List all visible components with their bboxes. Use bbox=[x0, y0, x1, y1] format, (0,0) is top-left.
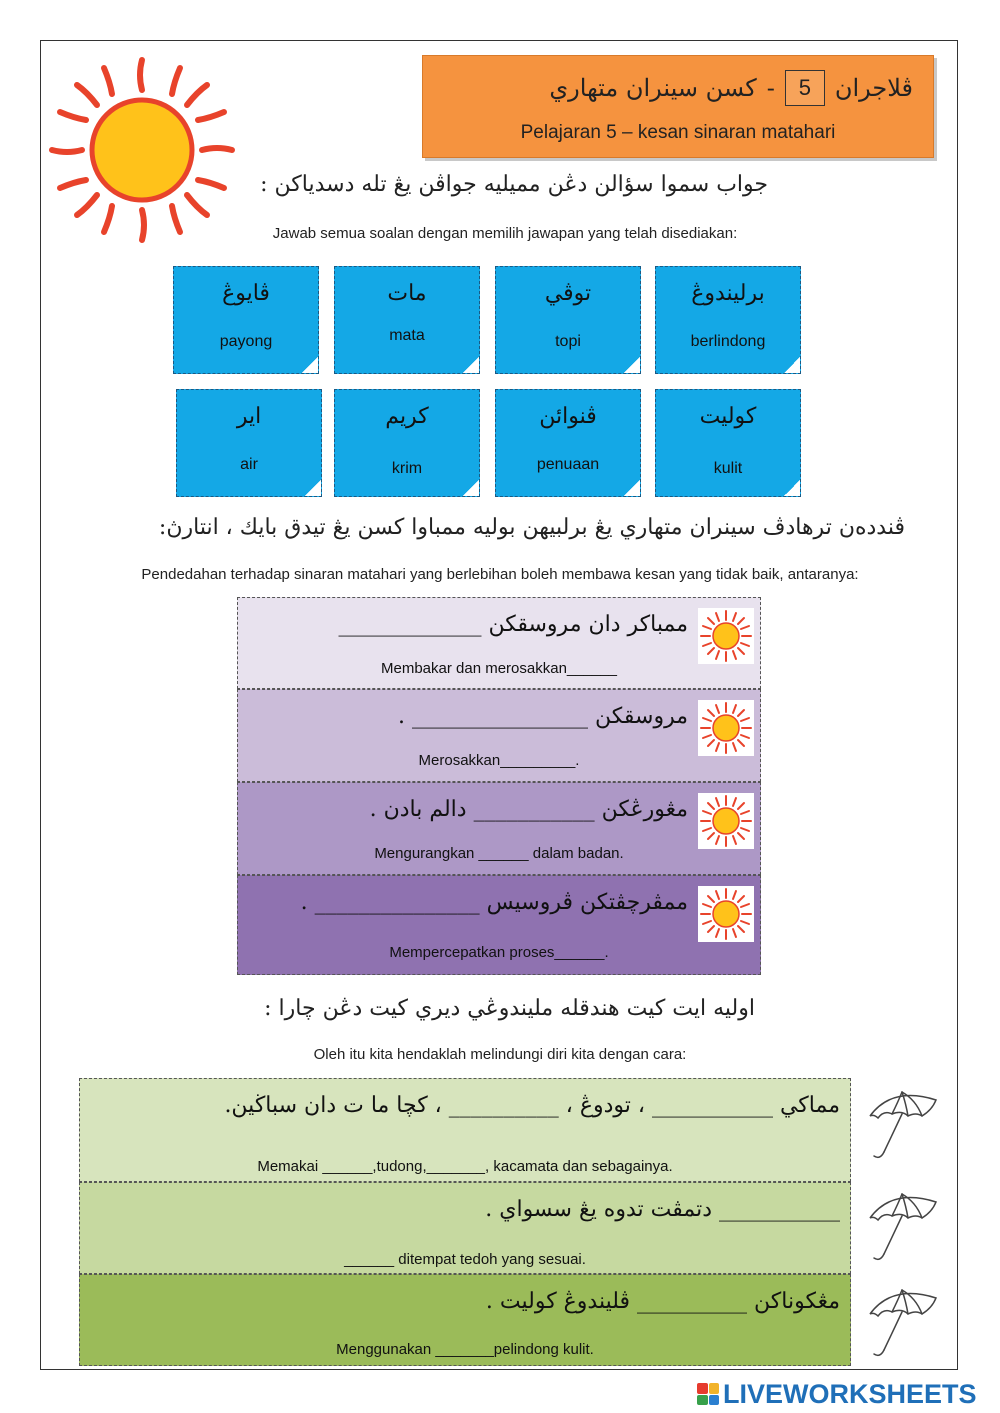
answer-card-rumi: krim bbox=[391, 460, 423, 477]
answer-card-rumi: kulit bbox=[713, 460, 743, 477]
effect-rumi: Membakar dan merosakkan______ bbox=[381, 660, 617, 677]
answer-card-rumi: payong bbox=[219, 333, 273, 350]
protection-jawi: مڠكوناكن __________ ڤليندوڠ كوليت . bbox=[485, 1289, 840, 1314]
effect-jawi: ممڤرچڤتكن ڤروسيس _______________ . bbox=[300, 890, 688, 915]
umbrella-icon bbox=[862, 1284, 944, 1362]
effect-jawi: مڠورڠكن ___________ دالم بادن . bbox=[369, 797, 688, 822]
answer-card-rumi: air bbox=[240, 456, 258, 473]
answer-card-jawi: اير bbox=[236, 404, 262, 429]
answer-card[interactable] bbox=[655, 389, 801, 497]
answer-card-jawi: ڤنوائن bbox=[539, 404, 597, 429]
header-jawi-line bbox=[549, 68, 913, 108]
answer-card-jawi: ڤايوڠ bbox=[222, 281, 270, 306]
lesson-header bbox=[422, 55, 934, 158]
protection-row bbox=[79, 1078, 851, 1182]
lesson-number-box: 5 bbox=[785, 70, 825, 106]
effect-rumi: Mempercepatkan proses______. bbox=[389, 944, 609, 961]
lesson-title-jawi: كسن سينران متهاري bbox=[549, 74, 757, 102]
effect-row bbox=[237, 782, 761, 875]
protection-jawi: مماكي ___________ ، تودوڠ ، __________ ، كچا ما ت دان سباڬين. bbox=[224, 1093, 840, 1118]
answer-card-jawi: كوليت bbox=[699, 404, 757, 429]
lesson-word-jawi: ڤلاجران bbox=[834, 74, 913, 102]
section2-intro-rumi: Pendedahan terhadap sinaran matahari yang berlebihan boleh membawa kesan yang tidak baik, antaranya: bbox=[141, 566, 859, 583]
umbrella-icon bbox=[862, 1086, 944, 1164]
liveworksheets-brand[interactable] bbox=[697, 1377, 977, 1411]
small-sun-icon bbox=[698, 793, 754, 849]
effect-row bbox=[237, 875, 761, 975]
answer-card-jawi: برليندوڠ bbox=[691, 281, 765, 306]
header-dash: - bbox=[766, 74, 775, 102]
effect-rumi: Mengurangkan ______ dalam badan. bbox=[374, 845, 624, 862]
protection-row bbox=[79, 1182, 851, 1274]
answer-card[interactable] bbox=[334, 266, 480, 374]
answer-card[interactable] bbox=[655, 266, 801, 374]
effect-jawi: مروسقكن ________________ . bbox=[398, 704, 688, 729]
answer-card[interactable] bbox=[495, 266, 641, 374]
protection-jawi: ___________ دتمڤت تدوه يڠ سسواي . bbox=[485, 1197, 840, 1222]
section3-intro-rumi: Oleh itu kita hendaklah melindungi diri kita dengan cara: bbox=[313, 1046, 687, 1063]
answer-card-jawi: توڤي bbox=[544, 281, 592, 306]
brand-text: LIVEWORKSHEETS bbox=[723, 1378, 977, 1409]
answer-card[interactable] bbox=[334, 389, 480, 497]
effect-row bbox=[237, 689, 761, 782]
answer-card-jawi: كريم bbox=[385, 404, 429, 429]
effect-jawi: ممباكر دان مروسقكن _____________ bbox=[338, 612, 688, 637]
section1-instruction-rumi: Jawab semua soalan dengan memilih jawapan yang telah disediakan: bbox=[272, 225, 738, 242]
answer-card-jawi: مات bbox=[387, 281, 427, 306]
effect-row bbox=[237, 597, 761, 689]
liveworksheets-logo-icon bbox=[697, 1383, 719, 1405]
small-sun-icon bbox=[698, 608, 754, 664]
small-sun-icon bbox=[698, 886, 754, 942]
effect-rumi: Merosakkan_________. bbox=[418, 752, 580, 769]
umbrella-icon bbox=[862, 1188, 944, 1266]
section1-instruction-jawi: جواب سموا سؤالن دڠن مميليه جواڤن يڠ تله دسدياكن : bbox=[260, 172, 768, 197]
answer-card[interactable] bbox=[176, 389, 322, 497]
answer-card[interactable] bbox=[495, 389, 641, 497]
answer-card-rumi: topi bbox=[555, 333, 581, 350]
lesson-title-rumi: Pelajaran 5 – kesan sinaran matahari bbox=[520, 122, 836, 143]
section3-intro-jawi: اوليه ايت كيت هندقله مليندوڠي ديري كيت دڠن چارا : bbox=[264, 996, 755, 1021]
answer-card-rumi: berlindong bbox=[690, 333, 766, 350]
answer-card[interactable] bbox=[173, 266, 319, 374]
sun-icon bbox=[42, 50, 242, 250]
protection-row bbox=[79, 1274, 851, 1366]
answer-card-rumi: mata bbox=[389, 327, 425, 344]
protection-rumi: Memakai ______,tudong,_______, kacamata dan sebagainya. bbox=[257, 1158, 673, 1175]
answer-card-rumi: penuaan bbox=[536, 456, 600, 473]
section2-intro-jawi: ڤندده‌ن ترهادڤ سينران متهاري يڠ برلبيهن بوليه ممباوا كسن يڠ تيدق بايك ، انتارڽ: bbox=[158, 515, 905, 540]
protection-rumi: Menggunakan _______pelindong kulit. bbox=[336, 1341, 594, 1358]
protection-rumi: ______ ditempat tedoh yang sesuai. bbox=[344, 1251, 586, 1268]
small-sun-icon bbox=[698, 700, 754, 756]
